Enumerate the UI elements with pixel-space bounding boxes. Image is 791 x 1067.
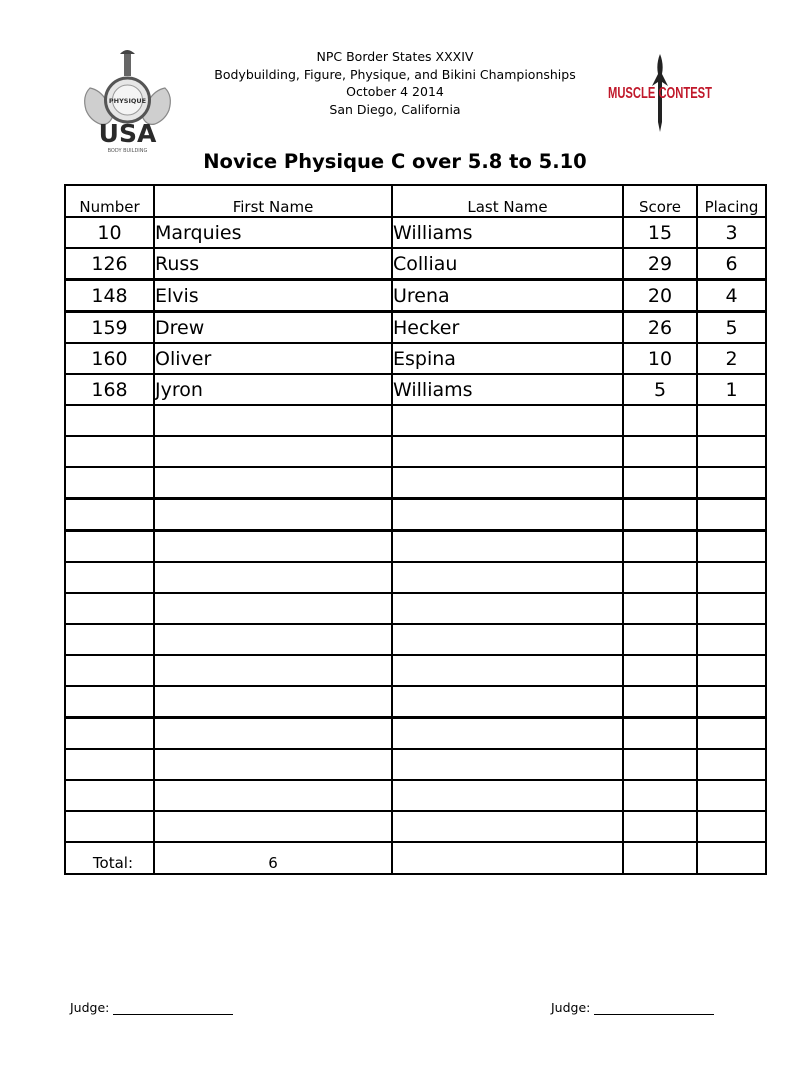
empty-table-row: [65, 811, 766, 842]
empty-cell: [392, 655, 623, 686]
cell-first-name: Drew: [154, 312, 392, 344]
cell-placing: 5: [697, 312, 766, 344]
cell-first-name: Elvis: [154, 280, 392, 312]
col-last-name-header: Last Name: [392, 185, 623, 217]
cell-number: 159: [65, 312, 154, 344]
empty-cell: [392, 593, 623, 624]
empty-cell: [392, 718, 623, 750]
empty-cell: [697, 436, 766, 467]
muscle-contest-text: MUSCLE CONTEST: [608, 85, 713, 102]
event-header: [180, 48, 610, 118]
table-row: [65, 248, 766, 280]
empty-cell: [154, 562, 392, 593]
cell-score: 10: [623, 343, 697, 374]
cell-placing: 3: [697, 217, 766, 248]
empty-cell: [392, 811, 623, 842]
empty-cell: [154, 655, 392, 686]
empty-cell: [65, 686, 154, 718]
cell-placing: 2: [697, 343, 766, 374]
empty-cell: [697, 593, 766, 624]
empty-cell: [154, 624, 392, 655]
empty-table-row: [65, 531, 766, 563]
cell-first-name: Russ: [154, 248, 392, 280]
empty-cell: [697, 531, 766, 563]
empty-cell: [392, 531, 623, 563]
empty-cell: [65, 593, 154, 624]
empty-cell: [697, 655, 766, 686]
table-row: [65, 343, 766, 374]
empty-cell: [697, 780, 766, 811]
event-name: NPC Border States XXXIV: [316, 49, 474, 64]
usa-logo-ring-text: PHYSIQUE: [108, 97, 147, 105]
empty-cell: [154, 811, 392, 842]
judge-label: Judge:: [70, 1000, 110, 1015]
empty-table-row: [65, 655, 766, 686]
empty-cell: [697, 624, 766, 655]
empty-cell: [392, 467, 623, 499]
usa-logo-text: USA: [98, 119, 157, 148]
empty-table-row: [65, 436, 766, 467]
total-count: 6: [154, 842, 392, 874]
empty-cell: [65, 467, 154, 499]
cell-score: 29: [623, 248, 697, 280]
empty-cell: [623, 562, 697, 593]
empty-table-row: [65, 624, 766, 655]
empty-cell: [623, 593, 697, 624]
empty-cell: [65, 499, 154, 531]
empty-cell: [154, 593, 392, 624]
empty-cell: [154, 531, 392, 563]
empty-cell: [65, 780, 154, 811]
event-location: San Diego, California: [329, 101, 461, 117]
empty-cell: [392, 749, 623, 780]
empty-cell: [623, 624, 697, 655]
cell-score: 20: [623, 280, 697, 312]
empty-cell: [623, 718, 697, 750]
empty-cell: [697, 686, 766, 718]
empty-cell: [65, 749, 154, 780]
empty-cell: [623, 531, 697, 563]
empty-cell: [154, 749, 392, 780]
empty-table-row: [65, 749, 766, 780]
cell-last-name: Urena: [392, 280, 623, 312]
empty-cell: [392, 499, 623, 531]
empty-cell: [392, 562, 623, 593]
judge-signature-right: [551, 1000, 714, 1015]
empty-cell: [154, 436, 392, 467]
empty-cell: [392, 780, 623, 811]
table-row: [65, 312, 766, 344]
table-row: [65, 217, 766, 248]
empty-cell: [623, 811, 697, 842]
championships-line: Bodybuilding, Figure, Physique, and Bikini Championships: [214, 66, 576, 82]
table-row: [65, 374, 766, 405]
empty-cell: [154, 686, 392, 718]
empty-cell: [65, 405, 154, 436]
cell-placing: 1: [697, 374, 766, 405]
cell-last-name: Williams: [392, 217, 623, 248]
total-label: Total:: [65, 842, 154, 874]
cell-placing: 6: [697, 248, 766, 280]
score-table: [64, 184, 767, 875]
empty-cell: [623, 467, 697, 499]
empty-cell: [65, 811, 154, 842]
empty-table-row: [65, 467, 766, 499]
cell-number: 148: [65, 280, 154, 312]
usa-logo-sub-text: BODY BUILDING: [107, 148, 148, 154]
empty-cell: [154, 405, 392, 436]
empty-cell: [65, 436, 154, 467]
empty-cell: [392, 405, 623, 436]
empty-cell: [392, 436, 623, 467]
cell-first-name: Marquies: [154, 217, 392, 248]
col-first-name-header: First Name: [154, 185, 392, 217]
table-header-row: [65, 185, 766, 217]
empty-cell: [623, 780, 697, 811]
empty-table-row: [65, 718, 766, 750]
empty-cell: [697, 718, 766, 750]
empty-cell: [154, 467, 392, 499]
col-number-header: Number: [65, 185, 154, 217]
empty-table-row: [65, 562, 766, 593]
empty-cell: [392, 686, 623, 718]
cell-last-name: Espina: [392, 343, 623, 374]
empty-cell: [154, 718, 392, 750]
cell-number: 168: [65, 374, 154, 405]
empty-table-row: [65, 780, 766, 811]
empty-cell: [65, 562, 154, 593]
empty-cell: [623, 405, 697, 436]
empty-cell: [623, 749, 697, 780]
cell-last-name: Hecker: [392, 312, 623, 344]
empty-rows: [65, 405, 766, 842]
muscle-contest-logo: [602, 50, 722, 134]
sheet-title: Novice Physique C over 5.8 to 5.10: [203, 150, 587, 173]
empty-table-row: [65, 499, 766, 531]
empty-cell: [697, 562, 766, 593]
cell-score: 15: [623, 217, 697, 248]
total-empty-cell: [697, 842, 766, 874]
empty-cell: [623, 499, 697, 531]
cell-number: 10: [65, 217, 154, 248]
empty-cell: [65, 718, 154, 750]
cell-number: 160: [65, 343, 154, 374]
empty-cell: [154, 780, 392, 811]
total-empty-cell: [392, 842, 623, 874]
empty-cell: [154, 499, 392, 531]
signature-line[interactable]: [594, 1002, 714, 1015]
empty-cell: [697, 749, 766, 780]
signature-line[interactable]: [113, 1002, 233, 1015]
col-score-header: Score: [623, 185, 697, 217]
total-empty-cell: [623, 842, 697, 874]
empty-cell: [623, 655, 697, 686]
empty-cell: [697, 499, 766, 531]
empty-cell: [65, 655, 154, 686]
empty-cell: [697, 467, 766, 499]
empty-cell: [392, 624, 623, 655]
cell-first-name: Oliver: [154, 343, 392, 374]
empty-cell: [623, 686, 697, 718]
cell-placing: 4: [697, 280, 766, 312]
empty-cell: [697, 405, 766, 436]
empty-cell: [697, 811, 766, 842]
usa-physique-logo: [70, 48, 185, 160]
event-date: October 4 2014: [346, 84, 444, 99]
col-placing-header: Placing: [697, 185, 766, 217]
empty-cell: [623, 436, 697, 467]
table-row: [65, 280, 766, 312]
empty-cell: [65, 624, 154, 655]
total-row: [65, 842, 766, 874]
judge-label: Judge:: [551, 1000, 591, 1015]
empty-table-row: [65, 405, 766, 436]
judge-signature-left: [70, 1000, 233, 1015]
cell-first-name: Jyron: [154, 374, 392, 405]
empty-cell: [65, 531, 154, 563]
cell-score: 26: [623, 312, 697, 344]
cell-last-name: Colliau: [392, 248, 623, 280]
empty-table-row: [65, 593, 766, 624]
empty-table-row: [65, 686, 766, 718]
cell-number: 126: [65, 248, 154, 280]
cell-last-name: Williams: [392, 374, 623, 405]
cell-score: 5: [623, 374, 697, 405]
